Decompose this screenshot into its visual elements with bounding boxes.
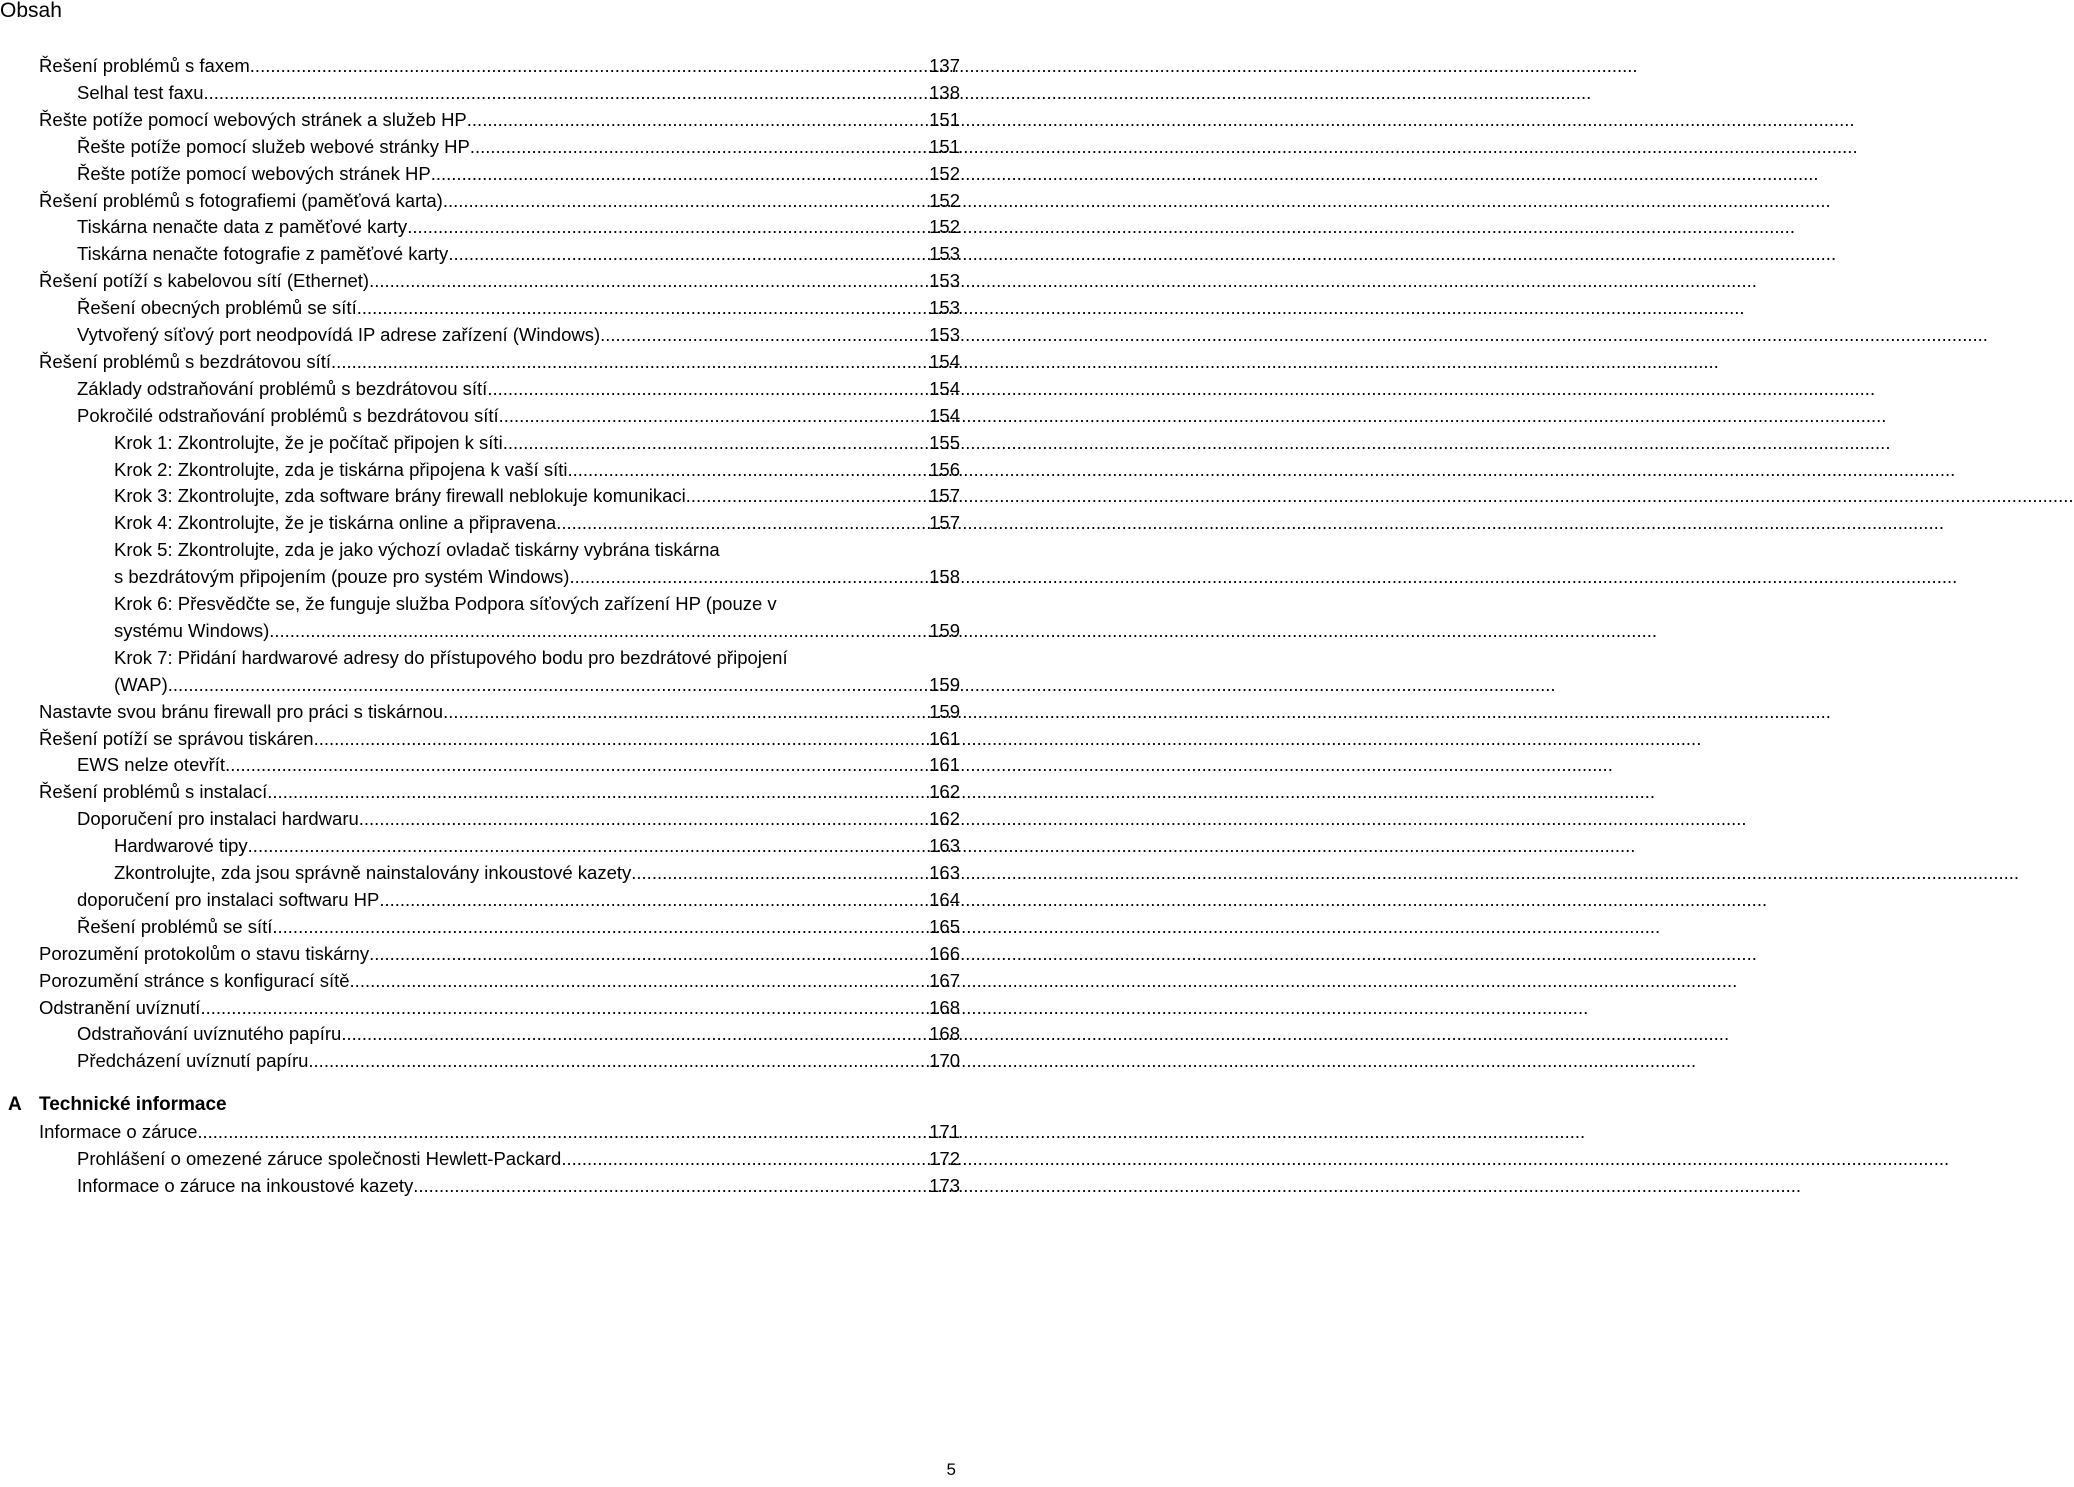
toc-entry-title: doporučení pro instalaci softwaru HP <box>77 888 380 910</box>
toc-entry-title: Tiskárna nenačte data z paměťové karty <box>77 216 408 238</box>
toc-entry[interactable] <box>114 673 960 697</box>
toc-entry-page-number: 152 <box>929 216 960 238</box>
toc-entry[interactable] <box>114 619 960 643</box>
toc-entry-title: Odstranění uvíznutí <box>39 996 201 1018</box>
toc-entry-page-number: 161 <box>929 727 960 749</box>
toc-entry[interactable] <box>39 996 960 1020</box>
toc-entry-page-number: 168 <box>929 996 960 1018</box>
dot-leader <box>503 431 928 455</box>
toc-entry-page-number: 151 <box>929 108 960 130</box>
toc-entry[interactable] <box>39 780 960 804</box>
toc-entry-title: Krok 3: Zkontrolujte, zda software brány firewall neblokuje komunikaci <box>114 485 686 507</box>
dot-leader <box>567 458 928 482</box>
dot-leader <box>269 619 928 643</box>
dot-leader <box>443 189 928 213</box>
dot-leader <box>561 1147 928 1171</box>
toc-entry-title: systému Windows) <box>114 619 270 641</box>
dot-leader <box>314 727 929 751</box>
toc-entry-page-number: 162 <box>929 808 960 830</box>
toc-entry-page-number: 159 <box>929 700 960 722</box>
dot-leader <box>631 861 928 885</box>
toc-entry[interactable] <box>39 942 960 966</box>
toc-entry-page-number: 153 <box>929 324 960 345</box>
toc-entry-title: Zkontrolujte, zda jsou správně nainstalovány inkoustové kazety <box>114 862 632 883</box>
toc-entry-page-number: 138 <box>929 81 960 103</box>
page-header-title: Obsah <box>0 0 62 22</box>
toc-entry-title: Řešení potíží se správou tiskáren <box>39 727 314 749</box>
toc-entry-title: Základy odstraňování problémů s bezdrátovou sítí <box>77 377 488 399</box>
toc-entry[interactable] <box>39 269 960 293</box>
appendix-entry-title: Informace o záruce <box>39 1121 198 1142</box>
toc-entry[interactable] <box>77 1049 960 1073</box>
toc-entry-title: (WAP) <box>114 673 168 695</box>
appendix-letter: A <box>8 1094 22 1115</box>
toc-entry-title: Řešte potíže pomocí služeb webové stránky HP <box>77 135 470 157</box>
toc-entry-page-number: 158 <box>929 566 960 588</box>
toc-entry-title: Doporučení pro instalaci hardwaru <box>77 808 359 830</box>
page-number: 5 <box>946 1460 956 1479</box>
toc-entry-page-number: 163 <box>929 835 960 857</box>
toc-entry-title: EWS nelze otevřít <box>77 754 226 776</box>
toc-entry-title: Hardwarové tipy <box>114 835 248 857</box>
dot-leader <box>569 565 928 589</box>
toc-entry-title: Řešení problémů s instalací <box>39 781 268 803</box>
toc-entry-title: s bezdrátovým připojením (pouze pro systém Windows) <box>114 566 570 588</box>
toc-entry[interactable] <box>39 189 960 213</box>
toc-entry-title: Porozumění stránce s konfigurací sítě <box>39 969 350 991</box>
toc-entry[interactable] <box>77 81 960 105</box>
appendix-title: Technické informace <box>39 1094 227 1115</box>
toc-entry[interactable] <box>114 484 960 508</box>
dot-leader <box>331 350 928 374</box>
toc-entry-title: Řešte potíže pomocí webových stránek HP <box>77 162 431 184</box>
toc-entry-page-number: 157 <box>929 512 960 534</box>
toc-entry-page-number: 167 <box>929 969 960 991</box>
dot-leader <box>556 511 928 535</box>
toc-entry[interactable] <box>77 915 960 939</box>
toc-entry[interactable] <box>77 242 960 266</box>
toc-entry-title: Řešení problémů s faxem <box>39 55 250 76</box>
toc-entry-page-number: 170 <box>929 1050 960 1072</box>
toc-entry-title: Předcházení uvíznutí papíru <box>77 1050 309 1072</box>
appendix-entry-page-number: 173 <box>929 1174 960 1196</box>
toc-entry-page-number: 153 <box>929 243 960 265</box>
toc-entry[interactable] <box>77 162 960 186</box>
toc-entry-title: Řešení obecných problémů se sítí <box>77 297 357 319</box>
toc-entry-title: Vytvořený síťový port neodpovídá IP adrese zařízení (Windows) <box>77 324 601 345</box>
toc-entry-title: Řešení problémů s bezdrátovou sítí <box>39 350 332 372</box>
dot-leader <box>407 215 928 239</box>
toc-entry[interactable] <box>114 565 960 589</box>
toc-entry-page-number: 159 <box>929 619 960 641</box>
toc-entry-page-number: 156 <box>929 458 960 480</box>
dot-leader <box>379 888 928 912</box>
toc-entry-page-number: 153 <box>929 270 960 292</box>
appendix-entry-page-number: 171 <box>929 1121 960 1142</box>
toc-entry[interactable] <box>39 350 960 374</box>
dot-leader <box>487 377 928 401</box>
toc-entry[interactable] <box>114 834 960 858</box>
toc-entry-title: Tiskárna nenačte fotografie z paměťové karty <box>77 243 449 265</box>
toc-entry-page-number: 151 <box>929 135 960 157</box>
toc-entry-title: Selhal test faxu <box>77 81 204 103</box>
dot-leader <box>350 969 929 993</box>
toc-entry[interactable] <box>77 888 960 912</box>
dot-leader <box>204 81 929 105</box>
toc-entry-title: Řešení potíží s kabelovou sítí (Ethernet) <box>39 270 370 292</box>
toc-entry-title: Krok 4: Zkontrolujte, že je tiskárna online a připravena <box>114 512 557 534</box>
toc-entry-title: Odstraňování uvíznutého papíru <box>77 1023 342 1045</box>
toc-entry[interactable] <box>114 861 960 885</box>
toc-entry-page-number: 166 <box>929 942 960 964</box>
dot-leader <box>272 915 928 939</box>
toc-entry-page-number: 155 <box>929 431 960 453</box>
toc-entry[interactable] <box>77 377 960 401</box>
toc-entry-page-number: 168 <box>929 1023 960 1045</box>
toc-entry-page-number: 162 <box>929 781 960 803</box>
toc-entry[interactable] <box>77 215 960 239</box>
toc-entry[interactable] <box>77 135 960 159</box>
toc-entry-title-first-line[interactable]: Krok 6: Přesvědčte se, že funguje služba Podpora síťových zařízení HP (pouze v <box>114 593 777 614</box>
toc-entry[interactable] <box>39 108 960 132</box>
appendix-entry[interactable] <box>77 1174 960 1198</box>
dot-leader <box>431 162 928 186</box>
toc-entry[interactable] <box>77 323 960 347</box>
toc-entry[interactable] <box>39 969 960 993</box>
toc-entry-title: Nastavte svou bránu firewall pro práci s tiskárnou <box>39 700 444 722</box>
toc-entry-title: Pokročilé odstraňování problémů s bezdrátovou sítí <box>77 404 499 426</box>
toc-entry-page-number: 154 <box>929 377 960 399</box>
dot-leader <box>359 807 928 831</box>
dot-leader <box>499 404 929 428</box>
dot-leader <box>308 1049 928 1073</box>
toc-entry-title: Krok 1: Zkontrolujte, že je počítač připojen k síti <box>114 431 503 453</box>
dot-leader <box>168 673 928 697</box>
dot-leader <box>357 296 928 320</box>
toc-entry-page-number: 154 <box>929 404 960 426</box>
toc-entry[interactable] <box>77 753 960 777</box>
dot-leader <box>467 108 928 132</box>
toc-entry-page-number: 165 <box>929 915 960 937</box>
toc-entry-title: Řešte potíže pomocí webových stránek a služeb HP <box>39 108 467 130</box>
toc-entry[interactable] <box>39 700 960 724</box>
toc-entry-title-first-line[interactable]: Krok 5: Zkontrolujte, zda je jako výchozí ovladač tiskárny vybrána tiskárna <box>114 539 720 561</box>
dot-leader <box>200 996 928 1020</box>
toc-entry-page-number: 152 <box>929 162 960 184</box>
toc-entry[interactable] <box>77 296 960 320</box>
dot-leader <box>248 834 928 858</box>
toc-entry[interactable] <box>77 404 960 428</box>
dot-leader <box>369 942 928 966</box>
dot-leader <box>413 1174 928 1198</box>
appendix-entry-title: Informace o záruce na inkoustové kazety <box>77 1174 414 1196</box>
dot-leader <box>448 242 928 266</box>
appendix-entry[interactable] <box>39 1120 960 1144</box>
appendix-entry-page-number: 172 <box>929 1147 960 1169</box>
dot-leader <box>369 269 928 293</box>
dot-leader <box>197 1120 928 1144</box>
toc-entry-page-number: 161 <box>929 754 960 776</box>
toc-entry-page-number: 137 <box>929 55 960 76</box>
toc-entry-title: Řešení problémů s fotografiemi (paměťová karta) <box>39 189 443 211</box>
toc-entry-page-number: 152 <box>929 189 960 211</box>
toc-entry[interactable] <box>39 727 960 751</box>
toc-entry[interactable] <box>114 458 960 482</box>
toc-entry[interactable] <box>114 511 960 535</box>
toc-entry-title-first-line[interactable]: Krok 7: Přidání hardwarové adresy do přístupového bodu pro bezdrátové připojení <box>114 646 788 668</box>
appendix-entry-title: Prohlášení o omezené záruce společnosti Hewlett-Packard <box>77 1147 562 1169</box>
dot-leader <box>443 700 928 724</box>
dot-leader <box>341 1022 928 1046</box>
toc-entry[interactable] <box>77 807 960 831</box>
dot-leader <box>600 323 928 347</box>
toc-entry-page-number: 157 <box>929 485 960 507</box>
dot-leader <box>686 484 928 508</box>
dot-leader <box>470 135 928 159</box>
toc-entry-page-number: 164 <box>929 888 960 910</box>
toc-entry-page-number: 153 <box>929 297 960 319</box>
toc-entry-page-number: 154 <box>929 350 960 372</box>
dot-leader <box>250 54 928 78</box>
toc-entry-title: Řešení problémů se sítí <box>77 915 273 937</box>
appendix-entry[interactable] <box>77 1147 960 1171</box>
toc-entry-title: Porozumění protokolům o stavu tiskárny <box>39 942 370 964</box>
toc-entry[interactable] <box>39 54 960 78</box>
dot-leader <box>225 753 928 777</box>
dot-leader <box>267 780 928 804</box>
toc-entry-title: Krok 2: Zkontrolujte, zda je tiskárna připojena k vaší síti <box>114 458 568 480</box>
toc-entry[interactable] <box>114 431 960 455</box>
toc-entry[interactable] <box>77 1022 960 1046</box>
toc-entry-page-number: 159 <box>929 673 960 695</box>
toc-entry-page-number: 163 <box>929 862 960 883</box>
